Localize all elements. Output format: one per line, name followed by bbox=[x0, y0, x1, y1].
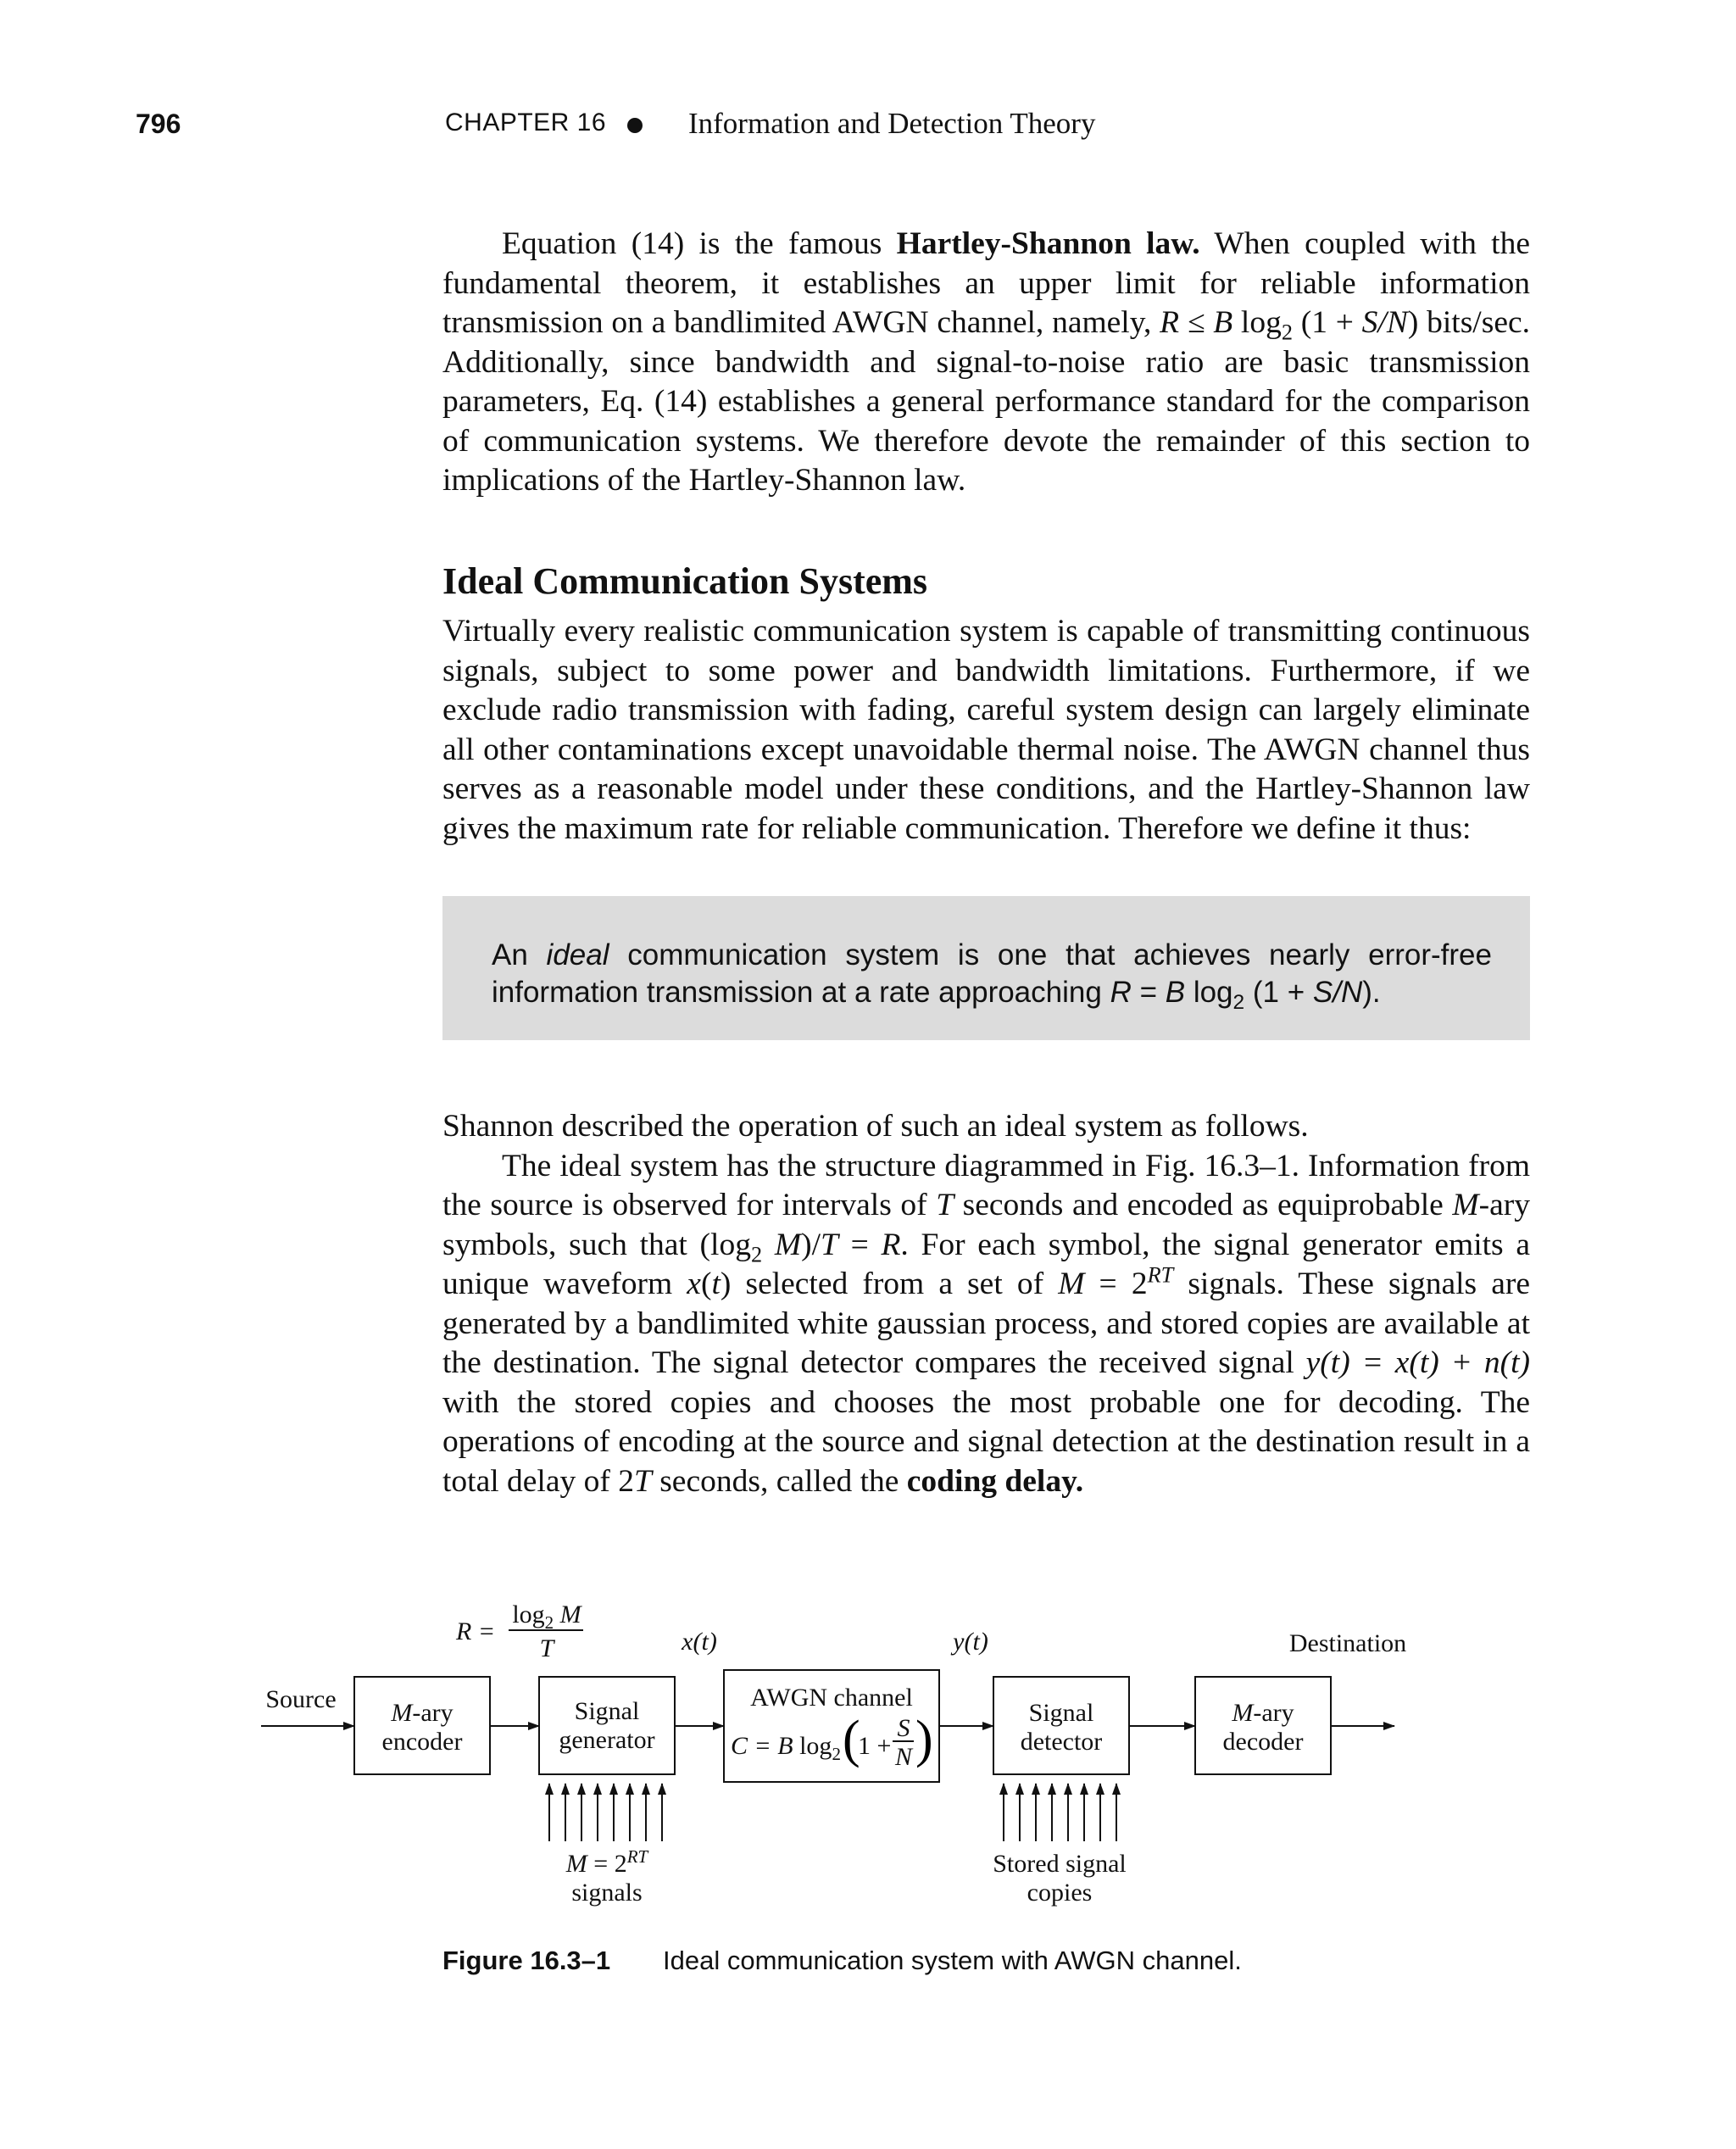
rate-prefix: R = bbox=[456, 1617, 496, 1645]
detector-copy-arrows bbox=[1004, 1784, 1116, 1841]
source-label: Source bbox=[265, 1685, 337, 1713]
channel-formula-paren: 1 + bbox=[858, 1732, 892, 1760]
encoder-label: M-ary encoder bbox=[381, 1699, 463, 1756]
channel-paren-open: ( bbox=[843, 1711, 860, 1768]
section-paragraph: Virtually every realistic communication system is capable of transmitting continuous signals, subject to some power and bandwidth limitations. Furthermore, if we exclude radio transmission with fading, careful system design can largely eliminate all other contaminations except unavoidable thermal noise. The AWGN channel thus serves as a reasonable model under these conditions, and the Hartley-Shannon law gives the maximum rate for reliable communication. Therefore we define it thus: bbox=[442, 614, 1530, 846]
description-paragraphs bbox=[442, 1107, 1530, 1501]
shannon-paragraph: Shannon described the operation of such an ideal system as follows. bbox=[442, 1109, 1309, 1144]
definition-text: An ideal communication system is one that achieves nearly error-free information transmission at a rate approaching R = B $\log_2 (1 + S/N)$. bbox=[492, 938, 1492, 1014]
decoder-label: M-ary decoder bbox=[1222, 1699, 1304, 1756]
chapter-title: Information and Detection Theory bbox=[688, 107, 1096, 140]
channel-paren-close: ) bbox=[915, 1711, 933, 1768]
chapter-label: CHAPTER 16 bbox=[445, 109, 607, 136]
detector-label: Signal detector bbox=[1020, 1699, 1103, 1756]
section-heading: Ideal Communication Systems bbox=[442, 560, 928, 602]
signals-label: $M = 2^{RT}$ signals bbox=[565, 1846, 648, 1907]
xt-label: x(t) bbox=[682, 1628, 717, 1656]
generator-label: Signal generator bbox=[559, 1697, 655, 1754]
rate-denominator: T bbox=[539, 1634, 554, 1662]
page-number: 796 bbox=[136, 109, 181, 139]
block-diagram bbox=[246, 1577, 1433, 1933]
channel-s: S bbox=[897, 1714, 910, 1742]
figure-caption: Ideal communication system with AWGN channel. bbox=[663, 1946, 1242, 1975]
destination-label: Destination bbox=[1288, 1629, 1407, 1657]
definition-box bbox=[442, 896, 1530, 1040]
bullet-dot-icon bbox=[627, 118, 643, 133]
channel-n: N bbox=[894, 1743, 912, 1771]
ideal-system-paragraph: The ideal system has the structure diagrammed in Fig. 16.3–1. Information from the source is observed for intervals of T seconds and encoded as equiprobable M-ary symbols, such that ($\log_2$ M)/T = R. For each symbol, the signal generator emits a unique waveform x(t) selected from a set of $M = 2^{RT}$ signals. These signals are generated by a bandlimited white gaussian process, and stored copies are available at the destination. The signal detector compares the received signal y(t) = x(t) + n(t) with the stored copies and chooses the most probable one for decoding. The operations of encoding at the source and signal detection at the destination result in a total delay of 2T seconds, called the coding delay. bbox=[442, 1148, 1531, 1499]
yt-label: y(t) bbox=[953, 1628, 988, 1656]
rate-numerator: $\log_2 M$ bbox=[512, 1601, 581, 1633]
figure-number: Figure 16.3–1 bbox=[442, 1946, 611, 1975]
stored-copies-label: Stored signal copies bbox=[993, 1850, 1127, 1907]
channel-formula: C = B $\log_2$ bbox=[731, 1732, 841, 1764]
channel-title: AWGN channel bbox=[750, 1684, 913, 1712]
generator-signal-arrows bbox=[549, 1784, 662, 1841]
intro-paragraph: Equation (14) is the famous Hartley-Shannon law. When coupled with the fundamental theorem, it establishes an upper limit for reliable information transmission on a bandlimited AWGN channel, namely, R ≤ B $\log_2 (1 + S/N)$ bits/sec. Additionally, since bandwidth and signal-to-noise ratio are basic transmission parameters, Eq. (14) establishes a general performance standard for the comparison of communication systems. We therefore devote the remainder of this section to implications of the Hartley-Shannon law. bbox=[442, 226, 1531, 498]
